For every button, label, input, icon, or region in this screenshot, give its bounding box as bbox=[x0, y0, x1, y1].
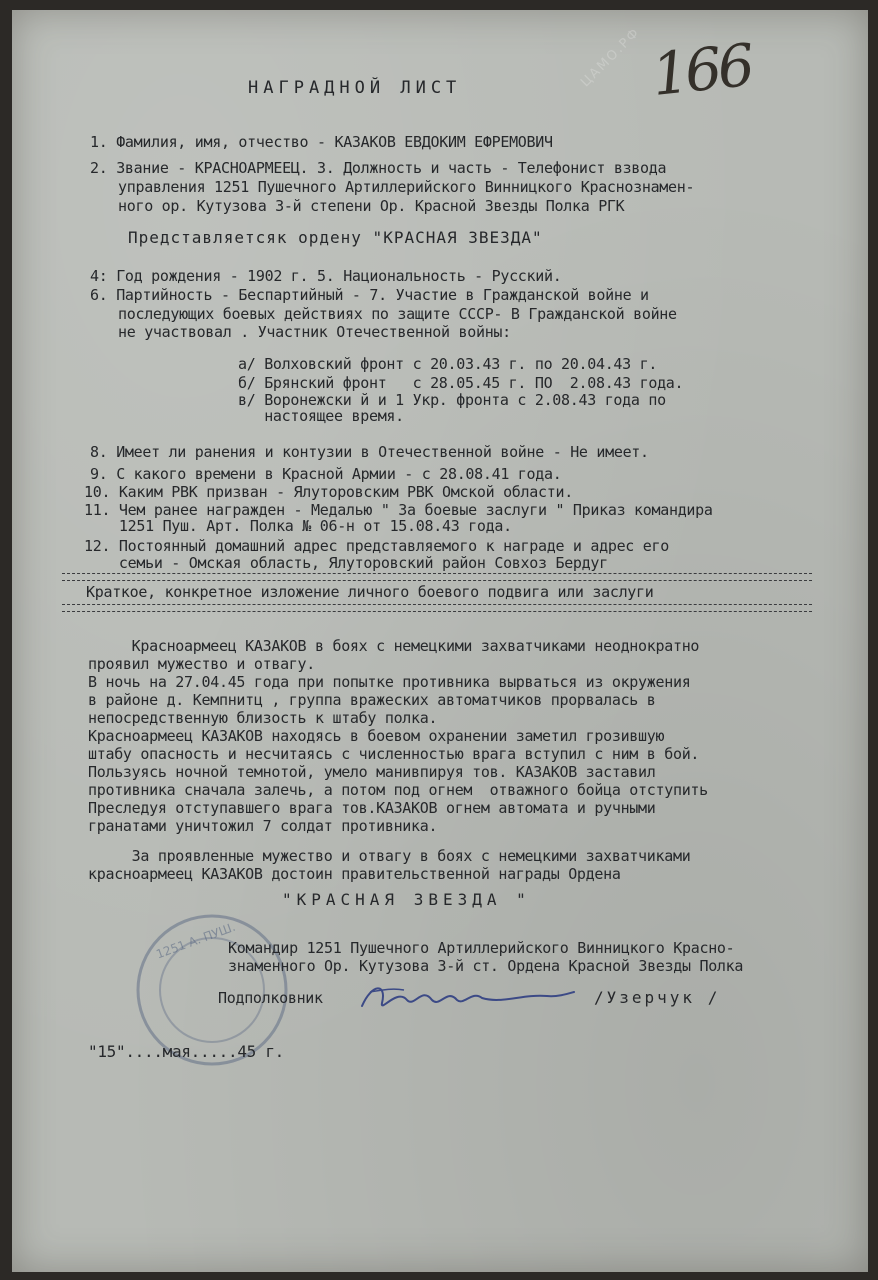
conclusion-1: За проявленные мужество и отвагу в боях с немецкими захватчиками bbox=[88, 847, 691, 865]
narrative-1: Красноармеец КАЗАКОВ в боях с немецкими захватчиками неоднократно bbox=[88, 637, 700, 655]
line-4: ного ор. Кутузова 3-й степени Ор. Красной Звезды Полка РГК bbox=[118, 197, 625, 215]
line-3: управления 1251 Пушечного Артиллерийского Винницкого Краснознамен- bbox=[118, 178, 695, 196]
narrative-10: Преследуя отступавшего врага тов.КАЗАКОВ огнем автомата и ручными bbox=[88, 799, 656, 817]
narrative-7: штабу опасность и несчитаясь с численностью врага вступил с ним в бой. bbox=[88, 745, 700, 763]
line-15: семьи - Омская область, Ялуторовский район Совхоз Бердуг bbox=[84, 554, 608, 572]
date-line: "15"....мая.....45 г. bbox=[88, 1042, 284, 1061]
line-2: 2. Звание - КРАСНОАРМЕЕЦ. 3. Должность и часть - Телефонист взвода bbox=[90, 159, 667, 177]
award-sheet-page bbox=[12, 10, 868, 1272]
narrative-6: Красноармеец КАЗАКОВ находясь в боевом охранении заметил грозившую bbox=[88, 727, 665, 745]
line-13: 1251 Пуш. Арт. Полка № 06-н от 15.08.43 года. bbox=[84, 517, 512, 535]
rank: Подполковник bbox=[218, 989, 323, 1007]
divider-bottom bbox=[62, 604, 812, 612]
narrative-3: В ночь на 27.04.45 года при попытке противника вырваться из окружения bbox=[88, 673, 691, 691]
line-9: 8. Имеет ли ранения и контузии в Отечественной войне - Не имеет. bbox=[90, 443, 649, 461]
line-12: 11. Чем ранее награжден - Медалью " За боевые заслуги " Приказ командира bbox=[84, 501, 713, 519]
signature bbox=[352, 978, 582, 1018]
line-7: последующих боевых действиях по защите СССР- В Гражданской войне bbox=[118, 305, 677, 323]
front-c: в/ Воронежски й и 1 Укр. фронта с 2.08.43 года по bbox=[238, 391, 666, 409]
award-name: "КРАСНАЯ ЗВЕЗДА " bbox=[282, 890, 531, 909]
front-b: б/ Брянский фронт с 28.05.45 г. ПО 2.08.43 года. bbox=[238, 374, 684, 392]
line-1: 1. Фамилия, имя, отчество - КАЗАКОВ ЕВДОКИМ ЕФРЕМОВИЧ bbox=[90, 133, 553, 151]
line-5: 4: Год рождения - 1902 г. 5. Национальность - Русский. bbox=[90, 267, 562, 285]
commander-2: знаменного Ор. Кутузова 3-й ст. Ордена Красной Звезды Полка bbox=[228, 957, 744, 975]
commander-1: Командир 1251 Пушечного Артиллерийского Винницкого Красно- bbox=[228, 939, 735, 957]
line-11: 10. Каким РВК призван - Ялуторовским РВК Омской области. bbox=[84, 483, 573, 501]
narrative-9: противника сначала залечь, а потом под огнем отважного бойца отступить bbox=[88, 781, 708, 799]
section-header: Краткое, конкретное изложение личного боевого подвига или заслуги bbox=[86, 583, 654, 601]
handwritten-number: 166 bbox=[648, 31, 755, 109]
line-6: 6. Партийность - Беспартийный - 7. Участие в Гражданской войне и bbox=[90, 286, 649, 304]
line-14: 12. Постоянный домашний адрес представляемого к награде и адрес его bbox=[84, 537, 669, 555]
narrative-2: проявил мужество и отвагу. bbox=[88, 655, 316, 673]
narrative-8: Пользуясь ночной темнотой, умело манивпируя тов. КАЗАКОВ заставил bbox=[88, 763, 656, 781]
document-title: НАГРАДНОЙ ЛИСТ bbox=[248, 78, 462, 98]
conclusion-2: красноармеец КАЗАКОВ достоин правительственной награды Ордена bbox=[88, 865, 621, 883]
watermark: ЦАМО.РФ bbox=[578, 24, 644, 91]
narrative-11: гранатами уничтожил 7 солдат противника. bbox=[88, 817, 438, 835]
narrative-4: в районе д. Кемпнитц , группа вражеских автоматчиков прорвалась в bbox=[88, 691, 656, 709]
svg-text:1251 А. ПУШ.: 1251 А. ПУШ. bbox=[154, 919, 238, 962]
front-c-cont: настоящее время. bbox=[238, 407, 404, 425]
divider-top bbox=[62, 573, 812, 581]
narrative-5: непосредственную близость к штабу полка. bbox=[88, 709, 438, 727]
front-a: а/ Волховский фронт с 20.03.43 г. по 20.04.43 г. bbox=[238, 355, 658, 373]
line-10: 9. С какого времени в Красной Армии - с 28.08.41 года. bbox=[90, 465, 562, 483]
nomination-line: Представляетсяк ордену "КРАСНАЯ ЗВЕЗДА" bbox=[128, 228, 543, 247]
line-8: не участвовал . Участник Отечественной войны: bbox=[118, 323, 511, 341]
signer-name: /Узерчук / bbox=[594, 988, 721, 1007]
